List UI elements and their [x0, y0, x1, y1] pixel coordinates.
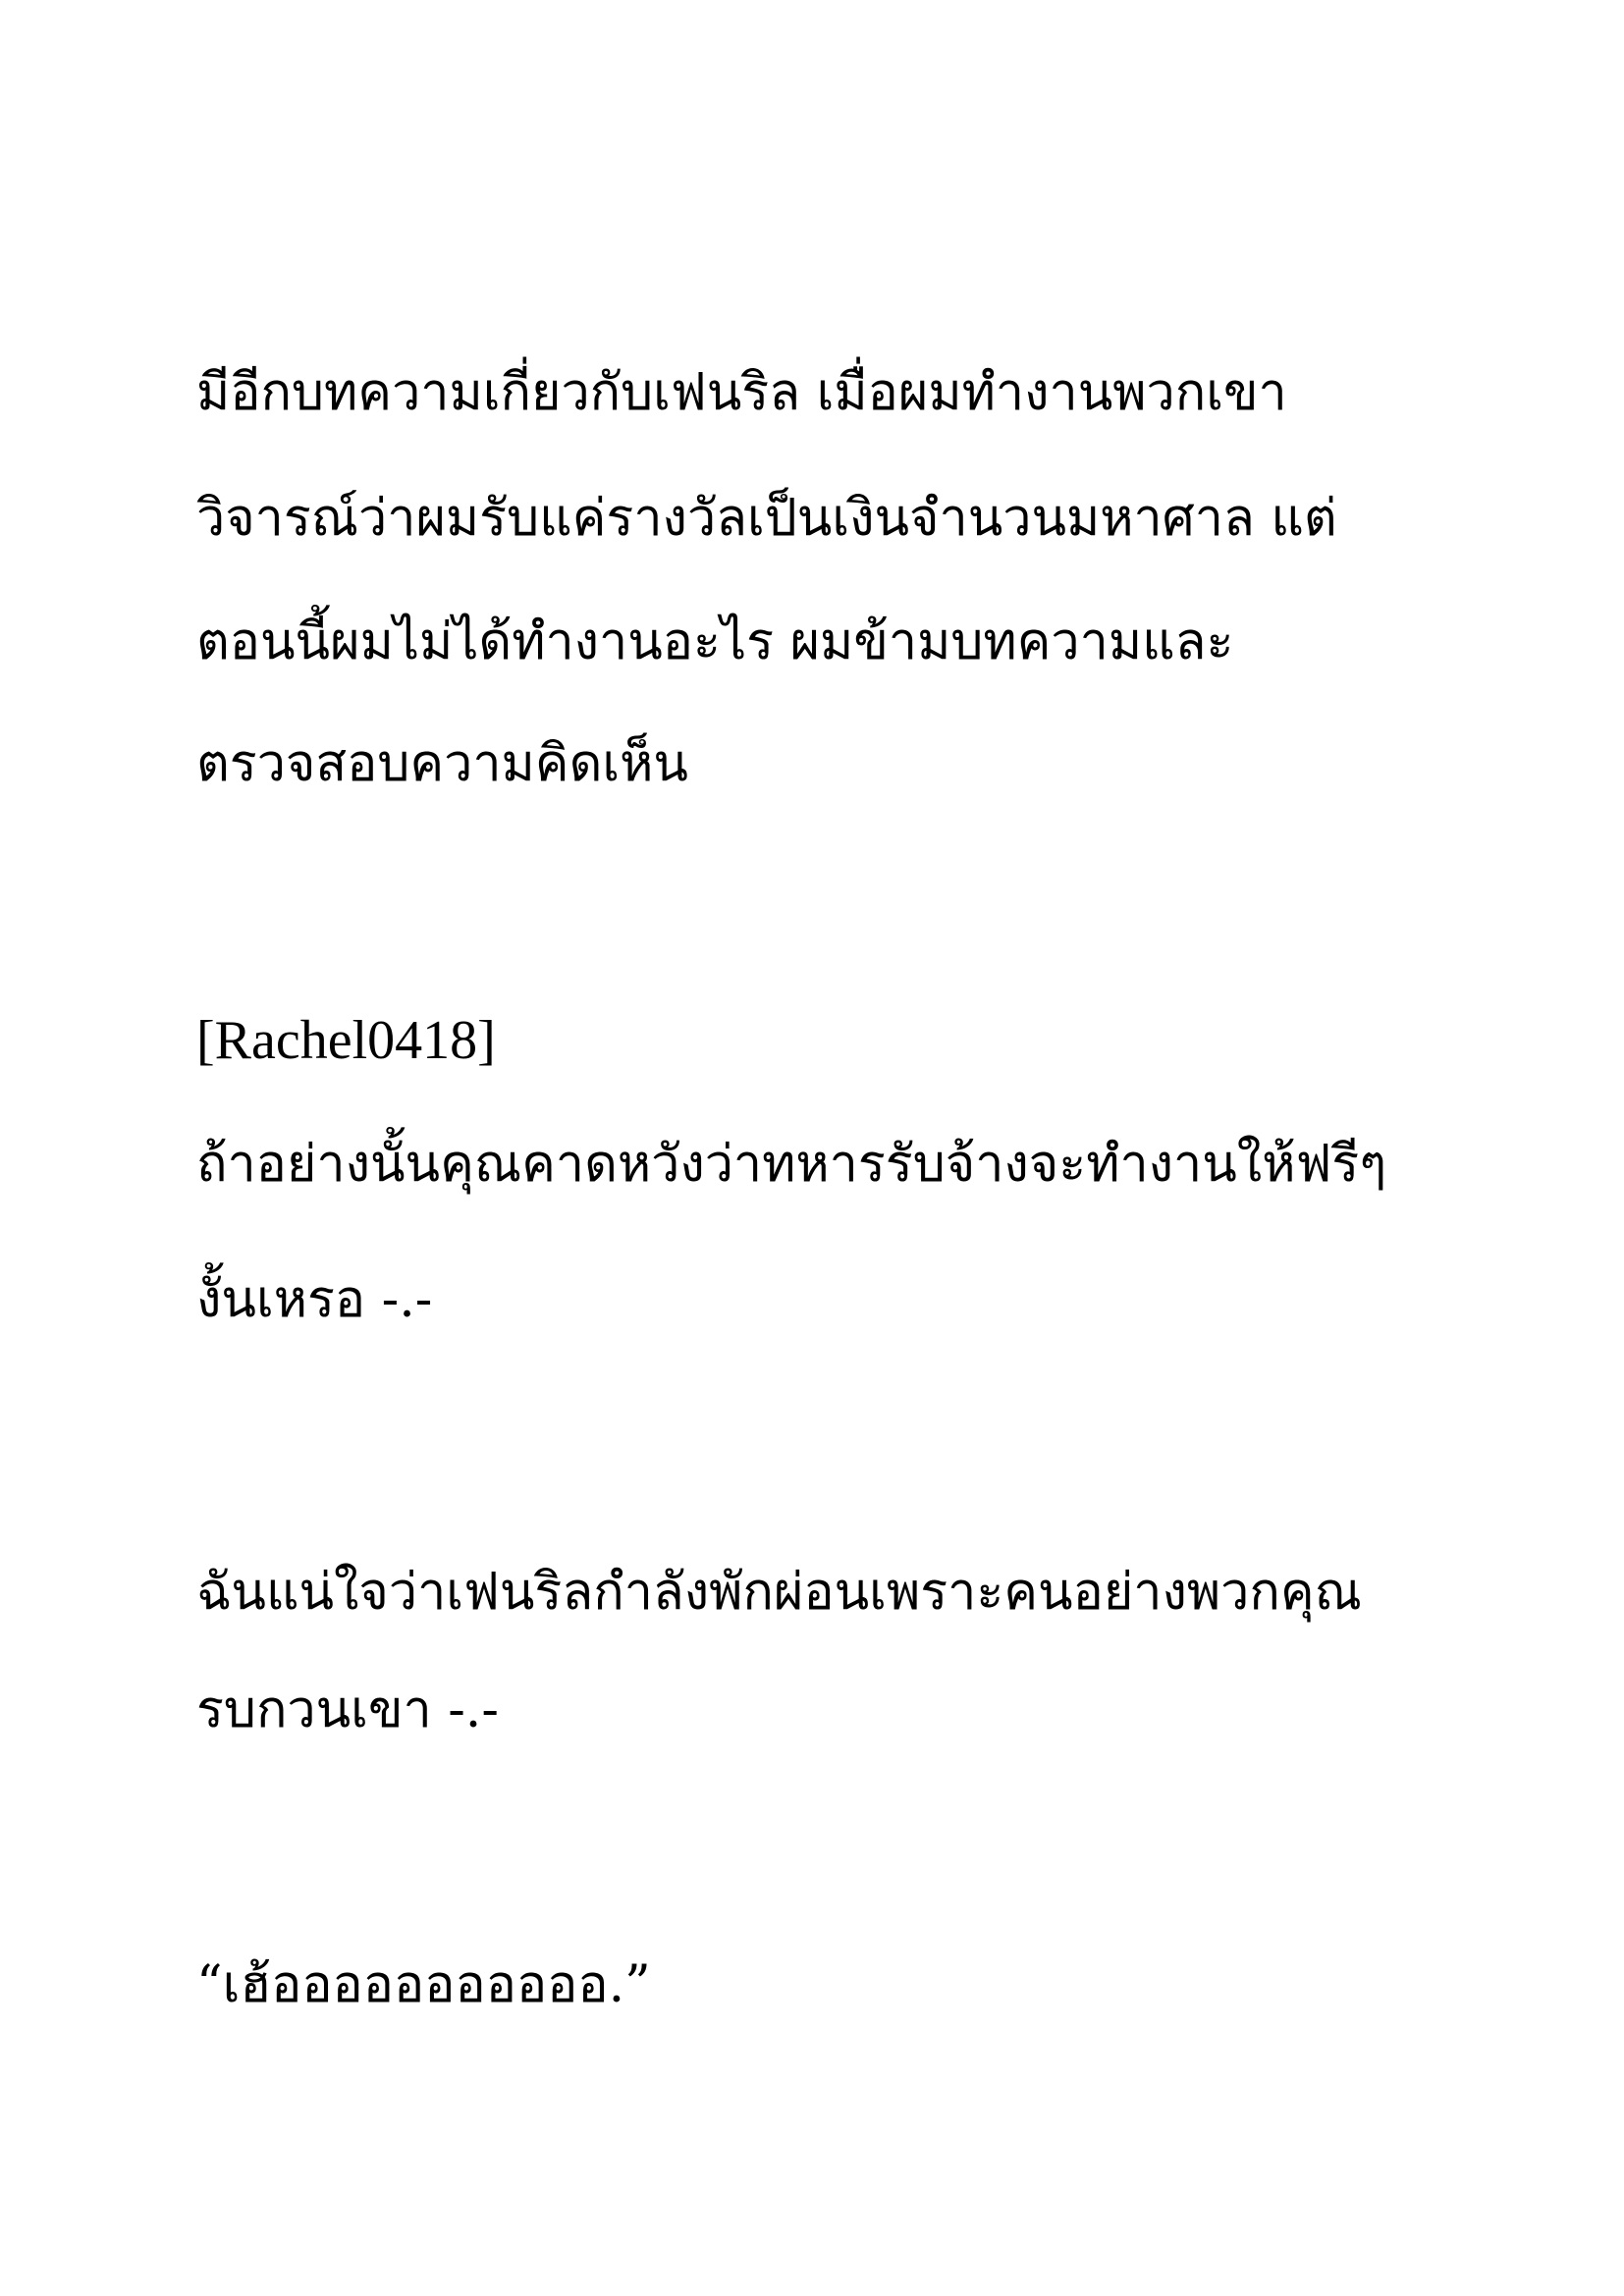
text-line: ฉันแน่ใจว่าเฟนริลกำลังพักผ่อนเพราะคนอย่างพวกคุณ	[196, 1563, 1362, 1622]
text-line: “เฮ้อออออออออออ.”	[196, 1955, 651, 2014]
commenter-username: [Rachel0418]	[196, 1010, 496, 1071]
text-line: รบกวนเขา -.-	[196, 1681, 499, 1739]
text-line: งั้นเหรอ -.-	[196, 1270, 433, 1329]
text-line: มีอีกบทความเกี่ยวกับเฟนริล เมื่อผมทำงานพวกเขา	[196, 363, 1287, 422]
text-line: ตรวจสอบความคิดเห็น	[196, 734, 688, 793]
text-line: วิจารณ์ว่าผมรับแค่รางวัลเป็นเงินจำนวนมหาศาล แต่	[196, 489, 1337, 548]
text-line: ตอนนี้ผมไม่ได้ทำงานอะไร ผมข้ามบทความและ	[196, 613, 1234, 671]
text-line: ถ้าอย่างนั้นคุณคาดหวังว่าทหารรับจ้างจะทำงานให้ฟรีๆ	[196, 1135, 1387, 1194]
